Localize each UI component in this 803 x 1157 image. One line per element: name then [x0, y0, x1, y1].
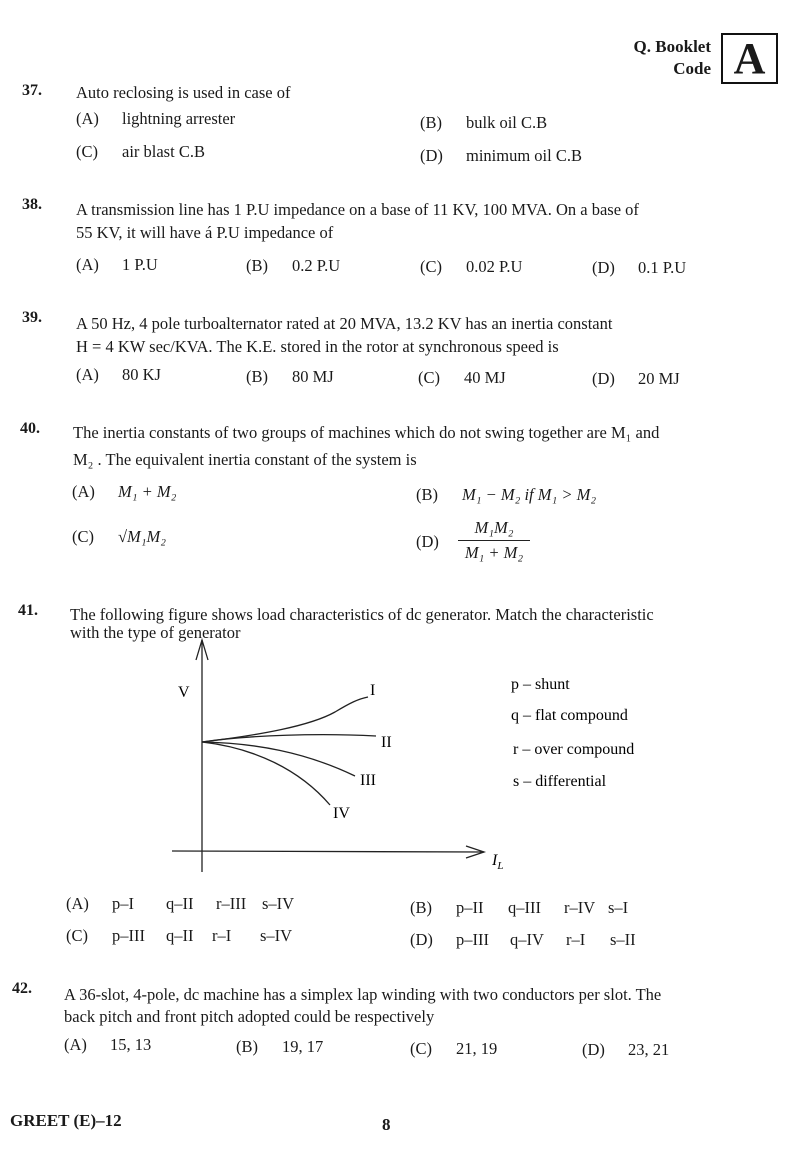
question-39-number: 39.: [22, 309, 42, 326]
question-41-text-line2: with the type of generator: [70, 623, 241, 642]
question-42-number: 42.: [12, 980, 32, 997]
question-37-option-d[interactable]: (D) minimum oil C.B: [420, 146, 582, 165]
question-40-option-d[interactable]: (D): [416, 532, 439, 551]
fraction-denominator: M₁ + M₂: [464, 543, 524, 562]
question-38-text-line2: 55 KV, it will have á P.U impedance of: [76, 223, 334, 242]
question-42-option-c[interactable]: (C) 21, 19: [410, 1039, 498, 1058]
question-37-text: Auto reclosing is used in case of: [76, 83, 291, 102]
booklet-label-line2: Code: [673, 59, 711, 78]
exam-code-footer: GREET (E)–12: [10, 1111, 122, 1130]
curve-ii: [202, 735, 376, 742]
booklet-code: A: [733, 34, 766, 83]
curve-label-i: I: [370, 682, 376, 699]
question-42-option-d[interactable]: (D) 23, 21: [582, 1040, 670, 1059]
question-37-option-b[interactable]: (B) bulk oil C.B: [420, 113, 548, 132]
question-39-text-line2: H = 4 KW sec/KVA. The K.E. stored in the rotor at synchronous speed is: [76, 337, 559, 356]
fraction-numerator: M₁M₂: [458, 518, 530, 541]
question-39-option-d[interactable]: (D) 20 MJ: [592, 369, 680, 388]
question-40-option-a[interactable]: (A) M₁ + M₂: [72, 482, 177, 501]
curve-label-iii: III: [360, 772, 376, 789]
question-42-text-line1: A 36-slot, 4-pole, dc machine has a simplex lap winding with two conductors per slot. The: [64, 985, 662, 1004]
x-axis-label: $I_L$: [492, 852, 504, 872]
y-axis-label: V: [178, 684, 190, 701]
question-40-option-b[interactable]: (B) M₁ − M₂ if M₁ > M₂: [416, 485, 597, 504]
question-41-text-line1: The following figure shows load characteristics of dc generator. Match the characteristic: [70, 605, 654, 624]
page-number: 8: [382, 1115, 391, 1134]
question-39-option-b[interactable]: (B) 80 MJ: [246, 367, 334, 386]
question-38-option-b[interactable]: (B) 0.2 P.U: [246, 256, 341, 275]
question-40-option-c[interactable]: (C) √M₁M₂: [72, 527, 167, 546]
question-38-text-line1: A transmission line has 1 P.U impedance on a base of 11 KV, 100 MVA. On a base of: [76, 200, 639, 219]
question-38-option-c[interactable]: (C) 0.02 P.U: [420, 257, 523, 276]
question-39-text-line1: A 50 Hz, 4 pole turboalternator rated at 20 MVA, 13.2 KV has an inertia constant: [76, 314, 613, 333]
question-38-option-a[interactable]: (A) 1 P.U: [76, 255, 158, 274]
booklet-label-line1: Q. Booklet: [633, 37, 711, 56]
question-37-option-c[interactable]: (C) air blast C.B: [76, 142, 205, 161]
legend-item-r: r – over compound: [513, 741, 635, 758]
question-38-option-d[interactable]: (D) 0.1 P.U: [592, 258, 687, 277]
x-axis: [172, 851, 484, 852]
question-40-text-line1: The inertia constants of two groups of machines which do not swing together are M₁ and: [73, 423, 660, 442]
question-40-number: 40.: [20, 420, 40, 437]
question-41-option-d[interactable]: (D) p–III q–IV r–I s–II: [410, 930, 636, 949]
curve-iii: [202, 742, 355, 776]
curve-iv: [202, 742, 330, 805]
curve-label-iv: IV: [333, 805, 350, 822]
question-41-number: 41.: [18, 602, 38, 619]
question-39-option-c[interactable]: (C) 40 MJ: [418, 368, 506, 387]
question-37-number: 37.: [22, 82, 42, 99]
legend-item-s: s – differential: [513, 773, 607, 790]
question-38-number: 38.: [22, 196, 42, 213]
question-42-option-b[interactable]: (B) 19, 17: [236, 1037, 324, 1056]
question-37-option-a[interactable]: (A) lightning arrester: [76, 109, 236, 128]
legend-item-p: p – shunt: [511, 676, 570, 693]
question-41-option-a[interactable]: (A) p–I q–II r–III s–IV: [66, 894, 295, 913]
curve-label-ii: II: [381, 734, 392, 751]
question-40-text-line2: M₂ . The equivalent inertia constant of the system is: [73, 450, 417, 469]
question-42-text-line2: back pitch and front pitch adopted could be respectively: [64, 1007, 435, 1026]
question-41-option-c[interactable]: (C) p–III q–II r–I s–IV: [66, 926, 293, 945]
question-41-option-b[interactable]: (B) p–II q–III r–IV s–I: [410, 898, 629, 917]
legend-item-q: q – flat compound: [511, 707, 628, 724]
question-39-option-a[interactable]: (A) 80 KJ: [76, 365, 161, 384]
question-42-option-a[interactable]: (A) 15, 13: [64, 1035, 152, 1054]
